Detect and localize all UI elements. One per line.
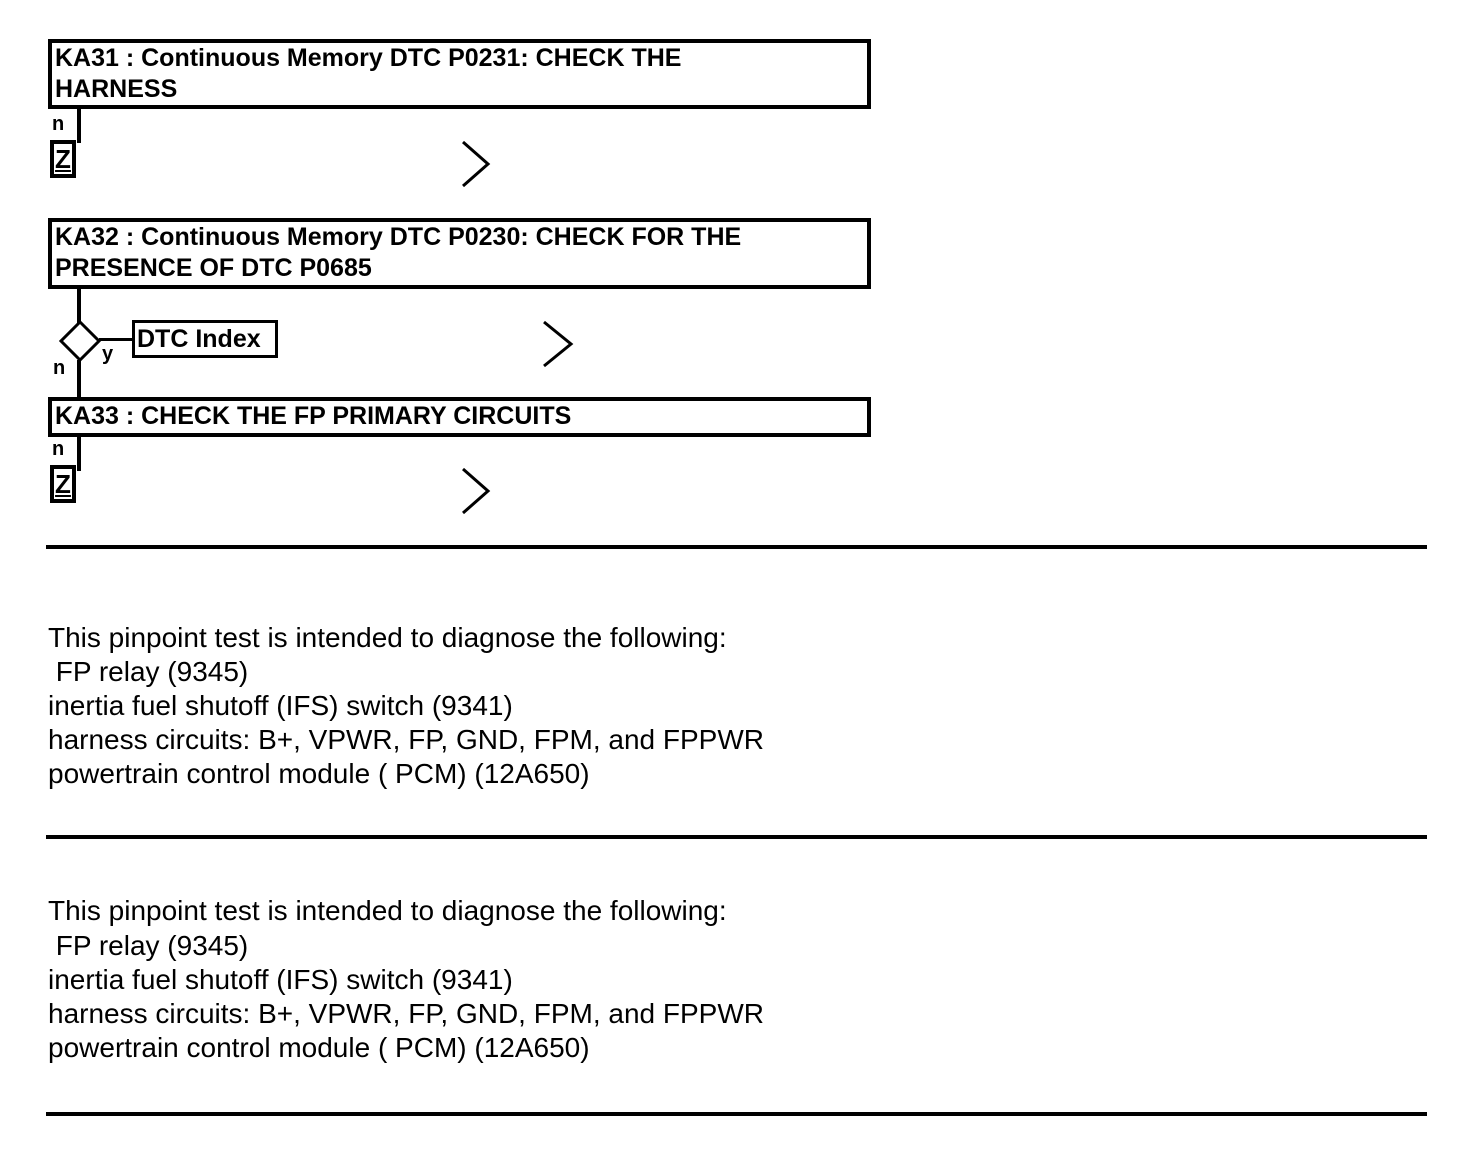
step-ka31-box bbox=[48, 39, 871, 109]
decision-diamond-icon bbox=[59, 320, 101, 362]
step-ka31-no-label: n bbox=[52, 113, 65, 135]
description-2-line-3: inertia fuel shutoff (IFS) switch (9341) bbox=[48, 964, 513, 995]
step-ka31-chevron-icon[interactable] bbox=[460, 140, 492, 188]
divider-2 bbox=[46, 835, 1427, 839]
description-2-line-1: This pinpoint test is intended to diagnose the following: bbox=[48, 895, 727, 926]
description-2-line-4: harness circuits: B+, VPWR, FP, GND, FPM, and FPPWR bbox=[48, 998, 764, 1029]
step-ka33-chevron-icon[interactable] bbox=[460, 467, 492, 515]
description-1-line-1: This pinpoint test is intended to diagnose the following: bbox=[48, 622, 727, 653]
decision-no-label: n bbox=[53, 357, 66, 379]
step-ka31-connector bbox=[77, 109, 81, 143]
step-ka33-no-label: n bbox=[52, 438, 65, 460]
step-ka33-end-symbol[interactable]: Z bbox=[50, 465, 76, 503]
description-2-line-2: FP relay (9345) bbox=[48, 930, 249, 961]
decision-yes-connector bbox=[99, 338, 135, 341]
step-ka32-connector-bottom bbox=[77, 360, 81, 398]
divider-3 bbox=[46, 1112, 1427, 1116]
description-1-line-4: harness circuits: B+, VPWR, FP, GND, FPM, and FPPWR bbox=[48, 724, 764, 755]
step-ka33-connector bbox=[77, 437, 81, 471]
description-1-line-2: FP relay (9345) bbox=[48, 656, 249, 687]
divider-1 bbox=[46, 545, 1427, 549]
step-ka32-title: KA32 : Continuous Memory DTC P0230: CHECK FOR THE PRESENCE OF DTC P0685 bbox=[55, 223, 742, 282]
step-ka31-title: KA31 : Continuous Memory DTC P0231: CHECK THE HARNESS bbox=[55, 44, 682, 103]
step-ka32-connector-top bbox=[77, 289, 81, 324]
description-1-line-5: powertrain control module ( PCM) (12A650) bbox=[48, 758, 590, 789]
description-1-line-3: inertia fuel shutoff (IFS) switch (9341) bbox=[48, 690, 513, 721]
step-ka33-title: KA33 : CHECK THE FP PRIMARY CIRCUITS bbox=[55, 402, 572, 430]
step-ka32-chevron-icon[interactable] bbox=[541, 320, 575, 368]
dtc-index-link[interactable]: DTC Index bbox=[132, 320, 278, 358]
decision-yes-label: y bbox=[102, 343, 114, 365]
step-ka32-box bbox=[48, 218, 871, 289]
step-ka31-end-symbol[interactable]: Z bbox=[50, 140, 76, 178]
step-ka33-box bbox=[48, 397, 871, 437]
description-2-line-5: powertrain control module ( PCM) (12A650) bbox=[48, 1032, 590, 1063]
